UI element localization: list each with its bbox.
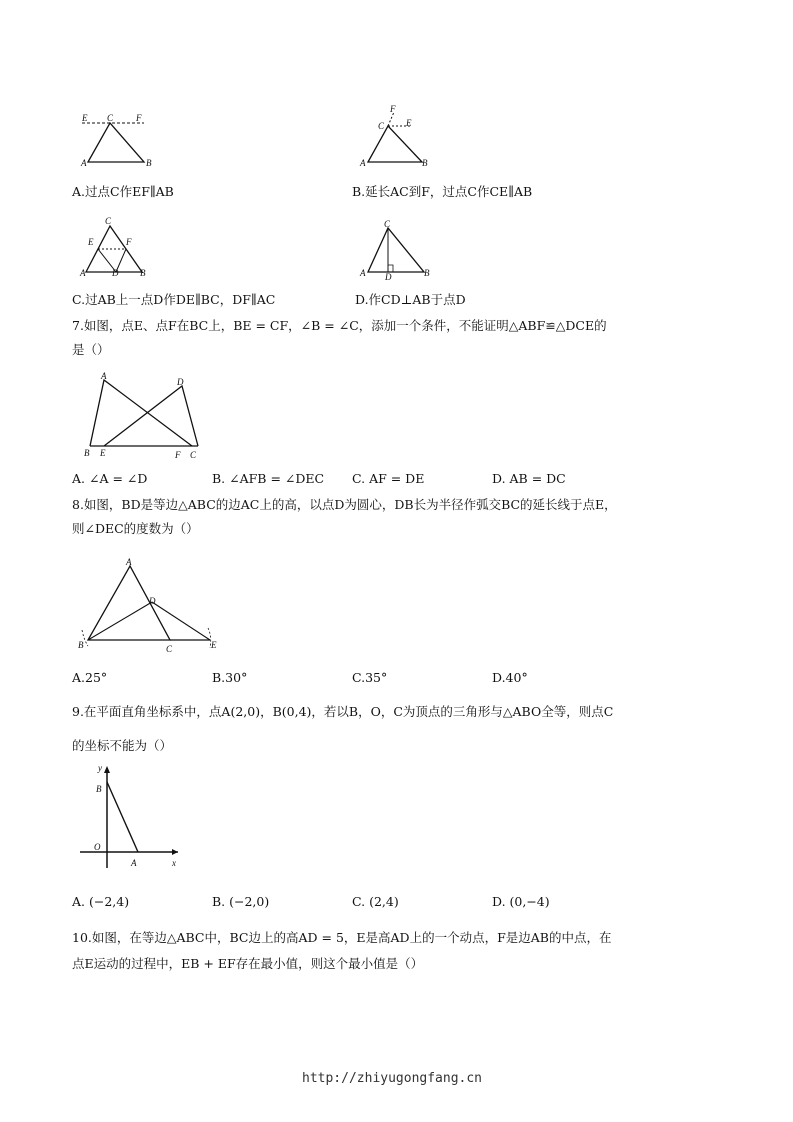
label-c: C xyxy=(166,644,173,654)
label-c: C xyxy=(105,216,112,226)
label-b: B xyxy=(140,268,146,278)
figure-6a xyxy=(78,112,158,170)
footer-url[interactable]: http://zhiyugongfang.cn xyxy=(302,1071,483,1086)
label-a: A xyxy=(101,371,107,381)
label-b: B xyxy=(146,158,152,168)
label-d: D xyxy=(149,596,156,606)
label-c: C xyxy=(190,450,197,460)
label-f: F xyxy=(126,237,132,247)
figure-8 xyxy=(76,554,226,656)
label-a: A xyxy=(126,557,132,567)
q9-option-c: C. (2,4) xyxy=(352,894,399,909)
label-e: E xyxy=(406,118,412,128)
q9-stem-line2: 的坐标不能为（） xyxy=(72,738,173,753)
q7-option-a: A. ∠A = ∠D xyxy=(72,471,148,486)
label-o: O xyxy=(94,842,101,852)
q7-option-b: B. ∠AFB = ∠DEC xyxy=(212,471,325,486)
q7-option-c: C. AF = DE xyxy=(352,471,425,486)
label-c: C xyxy=(378,121,385,131)
label-a: A xyxy=(81,158,87,168)
q6-option-b: B.延长AC到F，过点C作CE∥AB xyxy=(352,184,533,199)
figure-7 xyxy=(80,370,210,462)
label-d: D xyxy=(177,377,184,387)
figure-6c xyxy=(78,214,158,280)
label-e: E xyxy=(82,113,88,123)
q8-stem-line1: 8.如图，BD是等边△ABC的边AC上的高，以点D为圆心，DB长为半径作弧交BC的延长线于点E， xyxy=(72,497,617,512)
label-e: E xyxy=(88,237,94,247)
label-c: C xyxy=(384,219,391,229)
label-c: C xyxy=(107,113,114,123)
label-b: B xyxy=(424,268,430,278)
q10-stem-line2: 点E运动的过程中，EB + EF存在最小值，则这个最小值是（） xyxy=(72,956,424,971)
label-y: y xyxy=(98,763,102,773)
label-d: D xyxy=(112,268,119,278)
label-b: B xyxy=(78,640,84,650)
q10-stem-line1: 10.如图，在等边△ABC中，BC边上的高AD = 5，E是高AD上的一个动点，F是边AB的中点，在 xyxy=(72,930,612,945)
label-a: A xyxy=(360,158,366,168)
q8-option-a: A.25° xyxy=(72,670,108,685)
label-f: F xyxy=(175,450,181,460)
q6-option-d: D.作CD⊥AB于点D xyxy=(355,292,466,307)
label-b: B xyxy=(96,784,102,794)
q6-option-c: C.过AB上一点D作DE∥BC，DF∥AC xyxy=(72,292,276,307)
q8-stem-line2: 则∠DEC的度数为（） xyxy=(72,521,199,536)
label-a: A xyxy=(80,268,86,278)
figure-9 xyxy=(76,760,186,872)
q9-option-d: D. (0,−4) xyxy=(492,894,550,909)
figure-6b xyxy=(356,104,436,170)
label-d: D xyxy=(385,272,392,282)
q7-stem-line1: 7.如图，点E、点F在BC上，BE = CF，∠B = ∠C，添加一个条件，不能证明△ABF≌△DCE的 xyxy=(72,318,607,333)
label-f: F xyxy=(136,113,142,123)
q9-stem-line1: 9.在平面直角坐标系中，点A(2,0)，B(0,4)，若以B，O，C为顶点的三角形与△ABO全等，则点C xyxy=(72,704,614,719)
label-b: B xyxy=(84,448,90,458)
label-e: E xyxy=(100,448,106,458)
figure-6d xyxy=(356,218,440,282)
q7-stem-line2: 是（） xyxy=(72,342,110,357)
label-b: B xyxy=(422,158,428,168)
q7-option-d: D. AB = DC xyxy=(492,471,566,486)
q9-option-a: A. (−2,4) xyxy=(72,894,130,909)
label-e: E xyxy=(211,640,217,650)
q6-option-a: A.过点C作EF∥AB xyxy=(72,184,174,199)
q9-option-b: B. (−2,0) xyxy=(212,894,270,909)
q8-option-d: D.40° xyxy=(492,670,528,685)
label-x: x xyxy=(172,858,176,868)
label-f: F xyxy=(390,104,396,114)
q8-option-c: C.35° xyxy=(352,670,388,685)
q8-option-b: B.30° xyxy=(212,670,248,685)
label-a: A xyxy=(131,858,137,868)
label-a: A xyxy=(360,268,366,278)
